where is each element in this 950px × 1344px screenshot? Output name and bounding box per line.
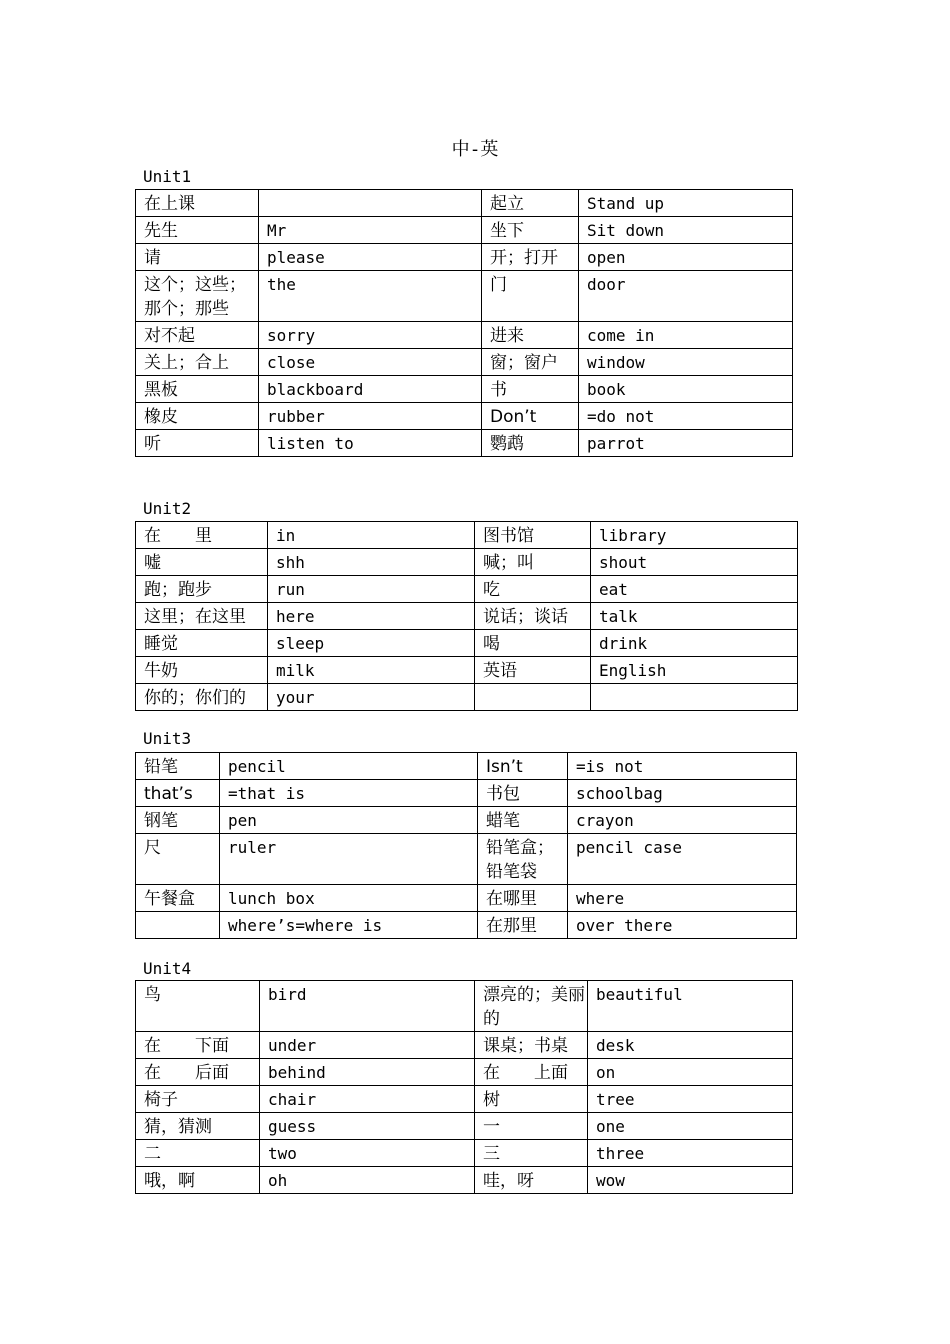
english-term-cell: window (579, 349, 793, 376)
chinese-term-cell: 开；打开 (482, 244, 579, 271)
english-term-cell: pen (220, 807, 478, 834)
english-term-cell: close (259, 349, 482, 376)
english-term-cell: where (568, 885, 797, 912)
chinese-term-cell: 起立 (482, 190, 579, 217)
english-term-cell: =is not (568, 753, 797, 780)
table-row (136, 603, 798, 630)
chinese-term-cell: 在 里 (136, 522, 268, 549)
chinese-term-cell: Don’t (482, 403, 579, 430)
table-row (136, 1113, 793, 1140)
chinese-term-cell: 橡皮 (136, 403, 259, 430)
english-term-cell: come in (579, 322, 793, 349)
english-term-cell: pencil (220, 753, 478, 780)
english-term-cell: =that is (220, 780, 478, 807)
chinese-term-cell: 午餐盒 (136, 885, 220, 912)
chinese-term-cell: 在哪里 (478, 885, 568, 912)
english-term-cell: milk (268, 657, 475, 684)
chinese-term-cell: 听 (136, 430, 259, 457)
english-term-cell: run (268, 576, 475, 603)
english-term-cell: eat (591, 576, 798, 603)
unit-label: Unit3 (143, 729, 192, 748)
chinese-term-cell: 椅子 (136, 1086, 260, 1113)
chinese-term-cell: 喝 (475, 630, 591, 657)
chinese-term-cell: 吃 (475, 576, 591, 603)
english-term-cell: listen to (259, 430, 482, 457)
chinese-term-cell: 关上；合上 (136, 349, 259, 376)
table-row (136, 430, 793, 457)
english-term-cell: Stand up (579, 190, 793, 217)
english-term-cell: ruler (220, 834, 478, 885)
table-row (136, 522, 798, 549)
table-row (136, 1032, 793, 1059)
english-term-cell: Mr (259, 217, 482, 244)
english-term-cell: chair (260, 1086, 475, 1113)
chinese-term-cell: 图书馆 (475, 522, 591, 549)
chinese-term-cell: 喊；叫 (475, 549, 591, 576)
english-term-cell: open (579, 244, 793, 271)
table-row (136, 657, 798, 684)
english-term-cell: schoolbag (568, 780, 797, 807)
unit-label: Unit1 (143, 167, 192, 186)
english-term-cell: bird (260, 981, 475, 1032)
chinese-term-cell: 鸟 (136, 981, 260, 1032)
chinese-term-cell: that’s (136, 780, 220, 807)
english-term-cell: the (259, 271, 482, 322)
table-row (136, 807, 797, 834)
english-term-cell: please (259, 244, 482, 271)
chinese-term-cell: 跑；跑步 (136, 576, 268, 603)
table-row (136, 630, 798, 657)
english-term-cell: desk (588, 1032, 793, 1059)
unit-label: Unit4 (143, 959, 192, 978)
chinese-term-cell (475, 684, 591, 711)
table-row (136, 1059, 793, 1086)
chinese-term-cell: 漂亮的；美丽的 (475, 981, 588, 1032)
english-term-cell (591, 684, 798, 711)
english-term-cell: behind (260, 1059, 475, 1086)
chinese-term-cell: 这里；在这里 (136, 603, 268, 630)
english-term-cell: in (268, 522, 475, 549)
table-row (136, 190, 793, 217)
table-row (136, 403, 793, 430)
chinese-term-cell: 鹦鹉 (482, 430, 579, 457)
chinese-term-cell: 英语 (475, 657, 591, 684)
chinese-term-cell: 在那里 (478, 912, 568, 939)
chinese-term-cell: 先生 (136, 217, 259, 244)
unit-label: Unit2 (143, 499, 192, 518)
chinese-term-cell: 在 后面 (136, 1059, 260, 1086)
english-term-cell: beautiful (588, 981, 793, 1032)
english-term-cell: guess (260, 1113, 475, 1140)
table-row (136, 912, 797, 939)
table-row (136, 576, 798, 603)
chinese-term-cell: 钢笔 (136, 807, 220, 834)
english-term-cell: shh (268, 549, 475, 576)
table-row (136, 1140, 793, 1167)
chinese-term-cell: 窗；窗户 (482, 349, 579, 376)
english-term-cell: one (588, 1113, 793, 1140)
english-term-cell: sleep (268, 630, 475, 657)
chinese-term-cell: Isn’t (478, 753, 568, 780)
english-term-cell: under (260, 1032, 475, 1059)
english-term-cell: blackboard (259, 376, 482, 403)
chinese-term-cell: 进来 (482, 322, 579, 349)
english-term-cell: lunch box (220, 885, 478, 912)
table-row (136, 349, 793, 376)
table-row (136, 885, 797, 912)
chinese-term-cell: 铅笔盒；铅笔袋 (478, 834, 568, 885)
chinese-term-cell: 三 (475, 1140, 588, 1167)
chinese-term-cell: 蜡笔 (478, 807, 568, 834)
chinese-term-cell: 哦，啊 (136, 1167, 260, 1194)
table-row (136, 376, 793, 403)
english-term-cell: oh (260, 1167, 475, 1194)
english-term-cell: tree (588, 1086, 793, 1113)
english-term-cell: where’s=where is (220, 912, 478, 939)
english-term-cell: here (268, 603, 475, 630)
chinese-term-cell: 说话；谈话 (475, 603, 591, 630)
english-term-cell: pencil case (568, 834, 797, 885)
chinese-term-cell: 铅笔 (136, 753, 220, 780)
chinese-term-cell: 二 (136, 1140, 260, 1167)
english-term-cell: door (579, 271, 793, 322)
table-row (136, 271, 793, 322)
english-term-cell: library (591, 522, 798, 549)
chinese-term-cell: 在 下面 (136, 1032, 260, 1059)
table-row (136, 1086, 793, 1113)
table-row (136, 834, 797, 885)
vocab-table-unit3 (135, 752, 797, 939)
english-term-cell: =do not (579, 403, 793, 430)
table-row (136, 981, 793, 1032)
table-row (136, 780, 797, 807)
english-term-cell: drink (591, 630, 798, 657)
chinese-term-cell (136, 912, 220, 939)
table-row (136, 753, 797, 780)
chinese-term-cell: 黑板 (136, 376, 259, 403)
english-term-cell: rubber (259, 403, 482, 430)
english-term-cell: on (588, 1059, 793, 1086)
english-term-cell (259, 190, 482, 217)
english-term-cell: crayon (568, 807, 797, 834)
english-term-cell: parrot (579, 430, 793, 457)
english-term-cell: three (588, 1140, 793, 1167)
chinese-term-cell: 对不起 (136, 322, 259, 349)
chinese-term-cell: 牛奶 (136, 657, 268, 684)
english-term-cell: talk (591, 603, 798, 630)
table-row (136, 549, 798, 576)
chinese-term-cell: 一 (475, 1113, 588, 1140)
chinese-term-cell: 树 (475, 1086, 588, 1113)
english-term-cell: sorry (259, 322, 482, 349)
page-title: 中-英 (451, 139, 499, 160)
table-row (136, 684, 798, 711)
english-term-cell: shout (591, 549, 798, 576)
chinese-term-cell: 你的；你们的 (136, 684, 268, 711)
chinese-term-cell: 嘘 (136, 549, 268, 576)
chinese-term-cell: 尺 (136, 834, 220, 885)
vocab-table-unit1 (135, 189, 793, 457)
english-term-cell: English (591, 657, 798, 684)
english-term-cell: over there (568, 912, 797, 939)
chinese-term-cell: 请 (136, 244, 259, 271)
english-term-cell: your (268, 684, 475, 711)
chinese-term-cell: 哇，呀 (475, 1167, 588, 1194)
english-term-cell: two (260, 1140, 475, 1167)
chinese-term-cell: 书 (482, 376, 579, 403)
english-term-cell: book (579, 376, 793, 403)
vocab-table-unit4 (135, 980, 793, 1194)
chinese-term-cell: 这个；这些；那个；那些 (136, 271, 259, 322)
table-row (136, 1167, 793, 1194)
table-row (136, 322, 793, 349)
english-term-cell: Sit down (579, 217, 793, 244)
chinese-term-cell: 门 (482, 271, 579, 322)
chinese-term-cell: 在上课 (136, 190, 259, 217)
chinese-term-cell: 睡觉 (136, 630, 268, 657)
chinese-term-cell: 在 上面 (475, 1059, 588, 1086)
chinese-term-cell: 坐下 (482, 217, 579, 244)
chinese-term-cell: 课桌；书桌 (475, 1032, 588, 1059)
table-row (136, 217, 793, 244)
english-term-cell: wow (588, 1167, 793, 1194)
chinese-term-cell: 书包 (478, 780, 568, 807)
vocab-table-unit2 (135, 521, 798, 711)
chinese-term-cell: 猜，猜测 (136, 1113, 260, 1140)
table-row (136, 244, 793, 271)
